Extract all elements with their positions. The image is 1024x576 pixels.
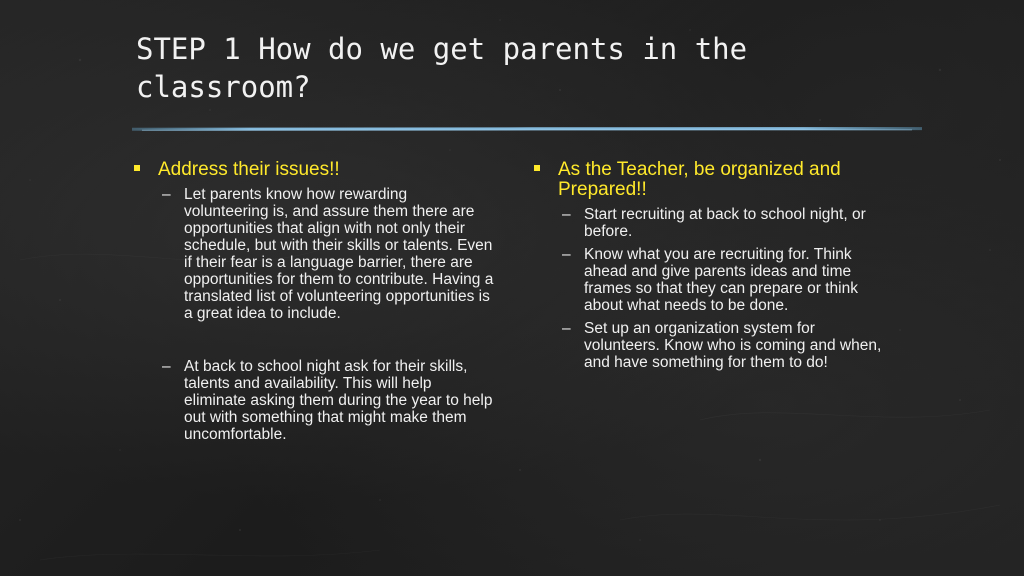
sub-item-text: Set up an organization system for volunteers. Know who is coming and when, and have something for them to do! bbox=[584, 320, 882, 371]
right-column bbox=[534, 160, 894, 371]
dash-marker: – bbox=[562, 246, 571, 263]
right-sub-list bbox=[534, 206, 894, 371]
left-sub-list bbox=[134, 186, 494, 443]
dash-marker: – bbox=[562, 320, 571, 337]
dash-marker: – bbox=[162, 358, 171, 375]
list-item bbox=[134, 186, 494, 322]
list-item bbox=[134, 358, 494, 443]
dash-marker: – bbox=[162, 186, 171, 203]
left-bullet bbox=[134, 160, 494, 180]
right-bullet-heading: As the Teacher, be organized and Prepared!! bbox=[558, 159, 841, 200]
left-bullet-heading: Address their issues!! bbox=[158, 159, 340, 180]
left-column bbox=[134, 160, 494, 443]
sub-item-text: Start recruiting at back to school night, or before. bbox=[584, 206, 866, 240]
list-item bbox=[534, 246, 894, 314]
title-divider bbox=[132, 126, 922, 132]
slide-title: STEP 1 How do we get parents in the classroom? bbox=[136, 32, 748, 104]
dash-marker: – bbox=[562, 206, 571, 223]
sub-item-text: Let parents know how rewarding volunteering is, and assure them there are opportunities that align with not only their schedule, but with their skills or talents. Even if their fear is a language barrier, there are opportunities for them to contribute. Having a translated list of volunteering opportunities is a great idea to include. bbox=[184, 186, 494, 322]
list-item bbox=[534, 320, 894, 371]
list-item bbox=[534, 206, 894, 240]
sub-item-text: Know what you are recruiting for. Think ahead and give parents ideas and time frames so that they can prepare or think about what needs to be done. bbox=[584, 246, 858, 314]
right-bullet bbox=[534, 160, 894, 200]
square-bullet-icon bbox=[534, 165, 540, 171]
sub-item-text: At back to school night ask for their skills, talents and availability. This will help eliminate asking them during the year to help out with something that might make them uncomfortable. bbox=[184, 358, 493, 443]
square-bullet-icon bbox=[134, 165, 140, 171]
